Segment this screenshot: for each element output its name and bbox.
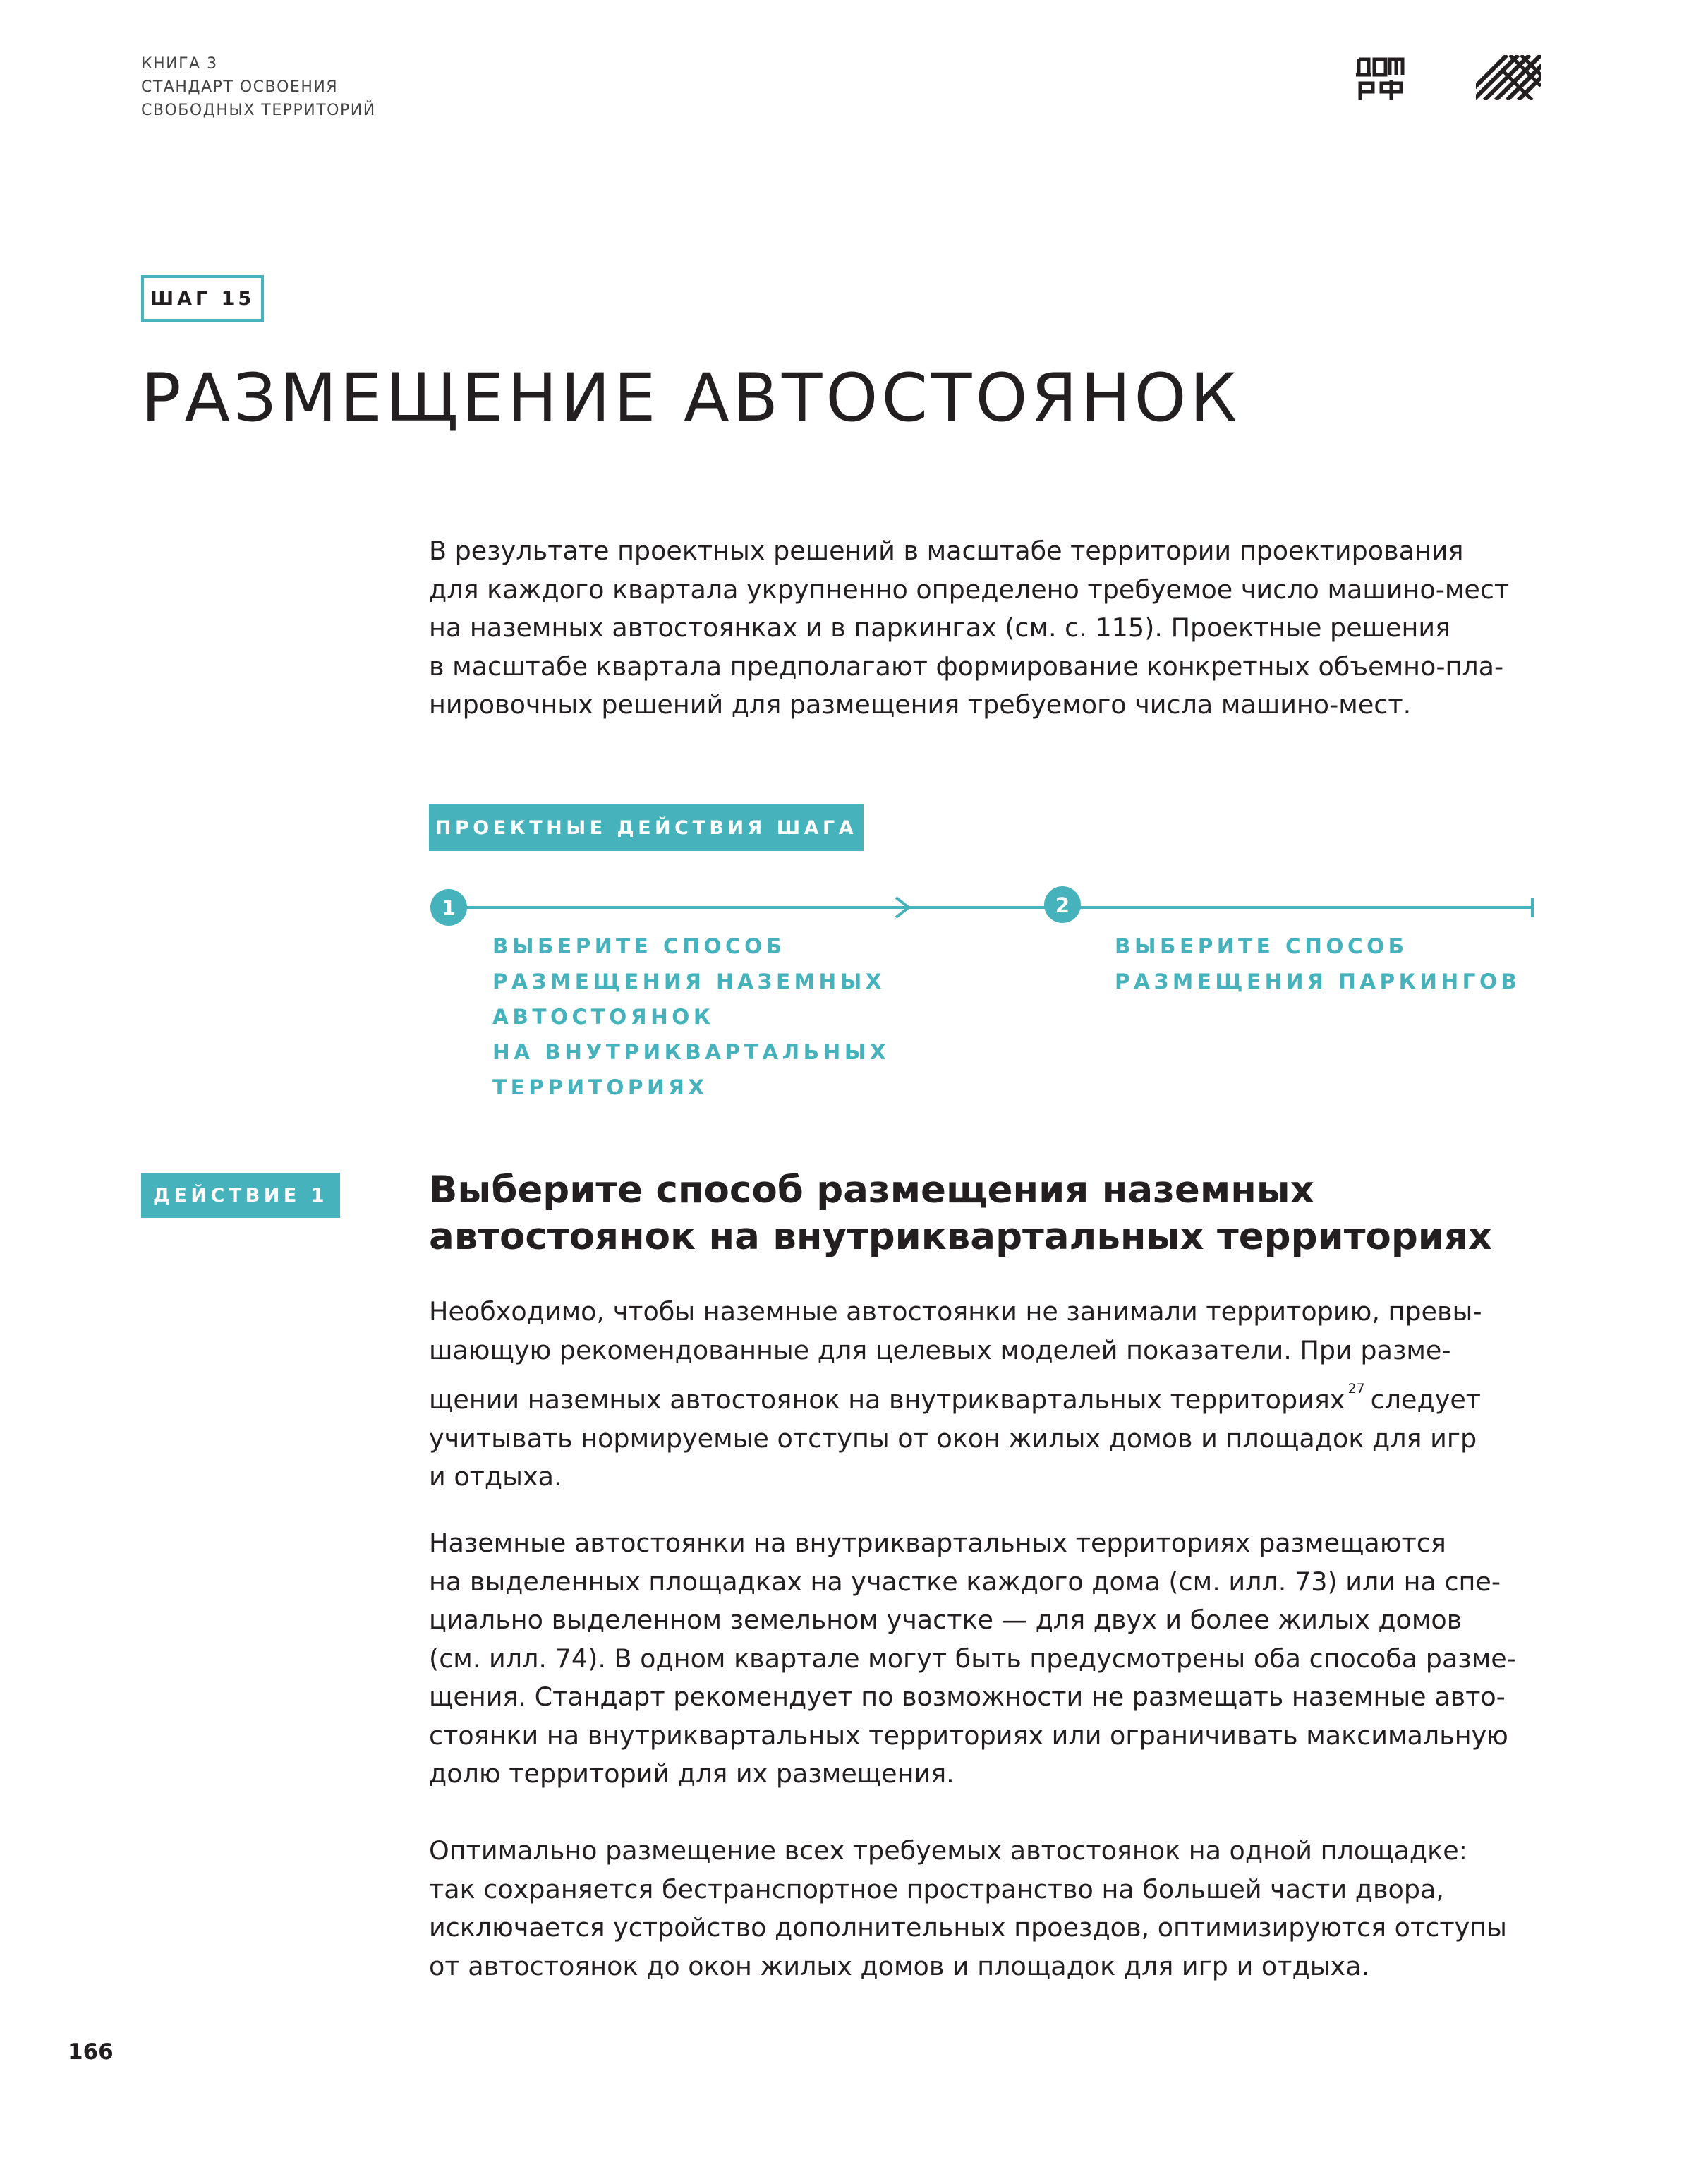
step-2-line: ВЫБЕРИТЕ СПОСОБ <box>1115 934 1408 958</box>
action-title-line: Выберите способ размещения наземных <box>429 1169 1314 1212</box>
step-2-text <box>1115 929 1521 999</box>
intro-line: В результате проектных решений в масштабе территории проектирования <box>429 536 1464 566</box>
paragraph-line: Необходимо, чтобы наземные автостоянки не занимали территорию, превы- <box>429 1296 1482 1327</box>
intro-paragraph <box>429 532 1509 725</box>
step-1-number: 1 <box>441 896 456 920</box>
action-title-line: автостоянок на внутриквартальных территориях <box>429 1215 1493 1258</box>
step-1-line: ВЫБЕРИТЕ СПОСОБ <box>492 934 786 958</box>
intro-line: в масштабе квартала предполагают формирование конкретных объемно-пла- <box>429 651 1504 682</box>
step-2-number: 2 <box>1055 893 1070 917</box>
step-1-text <box>492 929 890 1105</box>
action-badge: ДЕЙСТВИЕ 1 <box>141 1173 340 1218</box>
dom-rf-logo <box>1356 55 1405 103</box>
paragraph-2 <box>429 1524 1516 1794</box>
paragraph-line: щения. Стандарт рекомендует по возможности не размещать наземные авто- <box>429 1682 1506 1712</box>
footnote-ref[interactable]: 27 <box>1347 1381 1365 1396</box>
step-1-line: РАЗМЕЩЕНИЯ НАЗЕМНЫХ <box>492 970 886 994</box>
book-label-line: КНИГА 3 <box>141 55 218 73</box>
paragraph-line: (см. илл. 74). В одном квартале могут быть предусмотрены оба способа разме- <box>429 1643 1516 1674</box>
step-1-line: НА ВНУТРИКВАРТАЛЬНЫХ <box>492 1040 890 1064</box>
step-1-line: ТЕРРИТОРИЯХ <box>492 1075 708 1099</box>
paragraph-line: долю территорий для их размещения. <box>429 1758 955 1789</box>
book-label-line: СТАНДАРТ ОСВОЕНИЯ <box>141 78 339 96</box>
paragraph-line <box>429 1370 1482 1420</box>
paragraph-line: Наземные автостоянки на внутриквартальных территориях размещаются <box>429 1528 1446 1558</box>
paragraph-line: так сохраняется бестранспортное пространство на большей части двора, <box>429 1873 1444 1905</box>
book-label-line: СВОБОДНЫХ ТЕРРИТОРИЙ <box>141 102 376 119</box>
action-title <box>429 1167 1492 1260</box>
paragraph-1 <box>429 1293 1482 1497</box>
page-title: РАЗМЕЩЕНИЕ АВТОСТОЯНОК <box>141 360 1241 437</box>
paragraph-line: и отдыха. <box>429 1461 562 1492</box>
paragraph-line: стоянки на внутриквартальных территориях или ограничивать максимальную <box>429 1720 1508 1751</box>
ornament-logo <box>1476 55 1541 100</box>
paragraph-line: исключается устройство дополнительных проездов, оптимизируются отступы <box>429 1912 1507 1943</box>
page-number: 166 <box>68 2039 114 2065</box>
paragraph-line: шающую рекомендованные для целевых моделей показатели. При разме- <box>429 1334 1451 1365</box>
paragraph-line: от автостоянок до окон жилых домов и площадок для игр и отдыха. <box>429 1950 1370 1981</box>
step-2-marker <box>1044 886 1081 923</box>
paragraph-line: Оптимально размещение всех требуемых автостоянок на одной площадке: <box>429 1835 1467 1866</box>
step-badge: ШАГ 15 <box>141 275 264 322</box>
step-1-marker <box>430 889 467 926</box>
paragraph-line-text: щении наземных автостоянок на внутриквартальных территориях <box>429 1384 1345 1415</box>
steps-flow <box>428 886 1549 929</box>
paragraph-line-text: следует <box>1370 1384 1482 1415</box>
intro-line: нировочных решений для размещения требуемого числа машино-мест. <box>429 689 1412 720</box>
step-2-line: РАЗМЕЩЕНИЯ ПАРКИНГОВ <box>1115 970 1521 994</box>
intro-line: на наземных автостоянках и в паркингах (см. с. 115). Проектные решения <box>429 612 1451 643</box>
book-label <box>141 52 376 122</box>
paragraph-line: на выделенных площадках на участке каждого дома (см. илл. 73) или на спе- <box>429 1566 1501 1597</box>
actions-label: ПРОЕКТНЫЕ ДЕЙСТВИЯ ШАГА <box>429 804 864 851</box>
step-1-line: АВТОСТОЯНОК <box>492 1005 715 1029</box>
paragraph-line: циально выделенном земельном участке — для двух и более жилых домов <box>429 1605 1462 1635</box>
flow-line <box>449 898 1532 917</box>
intro-line: для каждого квартала укрупненно определено требуемое число машино-мест <box>429 574 1510 605</box>
paragraph-3 <box>429 1832 1507 1986</box>
paragraph-line: учитывать нормируемые отступы от окон жилых домов и площадок для игр <box>429 1423 1477 1454</box>
